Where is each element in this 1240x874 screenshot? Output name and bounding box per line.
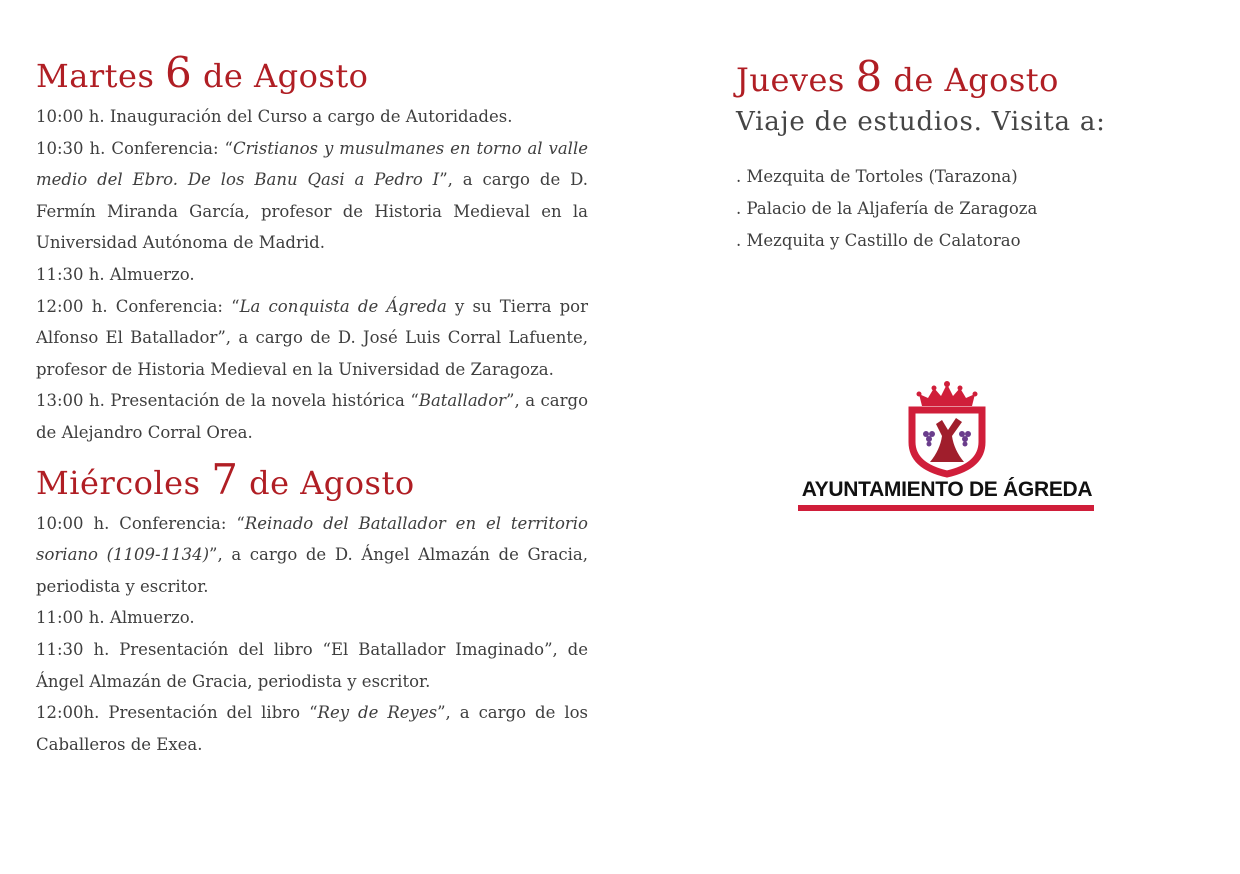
schedule-item <box>36 291 588 386</box>
item-title: La conquista de Ágreda <box>239 296 447 316</box>
item-text: ”, a cargo de D. Fermín Miranda García, profesor de Historia Medieval en la Universidad Autónoma de Madrid. <box>36 170 588 253</box>
right-column <box>736 52 1196 257</box>
item-text: 10:00 h. Inauguración del Curso a cargo de Autoridades. <box>36 107 513 126</box>
wednesday-schedule <box>36 508 588 761</box>
wednesday-title-post: de Agosto <box>238 463 415 502</box>
schedule-item <box>36 259 588 291</box>
visit-item: . Palacio de la Aljafería de Zaragoza <box>736 199 1038 218</box>
item-text: 12:00h. Presentación del libro “ <box>36 703 318 723</box>
visit-item: . Mezquita de Tortoles (Tarazona) <box>736 167 1018 186</box>
visit-item: . Mezquita y Castillo de Calatorao <box>736 231 1021 250</box>
town-hall-logo <box>796 380 1098 518</box>
coat-of-arms-icon <box>796 380 1098 478</box>
item-text: 13:00 h. Presentación de la novela histórica “ <box>36 391 419 411</box>
tuesday-schedule <box>36 101 588 449</box>
logo-text: AYUNTAMIENTO DE ÁGREDA <box>801 478 1093 501</box>
schedule-item <box>36 101 588 133</box>
item-text: ”, a cargo de los Caballeros de Exea. <box>36 703 589 754</box>
tuesday-title-pre: Martes <box>36 57 166 95</box>
left-column <box>36 48 588 760</box>
item-text: ”, a cargo de Alejandro Corral Orea. <box>36 391 589 442</box>
thursday-title-post: de Agosto <box>882 61 1059 99</box>
item-text: ”, a cargo de D. Ángel Almazán de Gracia, periodista y escritor. <box>36 545 589 596</box>
item-title: Batallador <box>418 391 507 411</box>
item-title: Reinado del Batallador en el territorio soriano (1109-1134) <box>36 513 588 565</box>
wednesday-heading <box>36 455 588 508</box>
trip-subtitle: Viaje de estudios. Visita a: <box>736 107 1106 137</box>
visit-list <box>736 161 1196 257</box>
schedule-item <box>36 385 588 448</box>
item-title: Rey de Reyes <box>317 703 438 723</box>
thursday-title-num: 8 <box>855 52 883 101</box>
schedule-item <box>36 634 588 697</box>
tuesday-title-num: 6 <box>165 48 193 97</box>
logo-underline <box>798 505 1094 511</box>
item-text: 11:30 h. Presentación del libro “El Batallador Imaginado”, de Ángel Almazán de Gracia, periodista y escritor. <box>36 639 588 691</box>
wednesday-title-pre: Miércoles <box>36 463 212 502</box>
wednesday-title-num: 7 <box>211 454 239 504</box>
item-text: 11:30 h. Almuerzo. <box>36 264 195 284</box>
item-text: 11:00 h. Almuerzo. <box>36 608 195 628</box>
tuesday-title-post: de Agosto <box>192 57 369 95</box>
item-text: 10:00 h. Conferencia: “ <box>36 513 245 533</box>
item-text: 12:00 h. Conferencia: “ <box>36 296 240 316</box>
thursday-title-pre: Jueves <box>736 61 856 99</box>
item-title: Cristianos y musulmanes en torno al valle medio del Ebro. De los Banu Qasi a Pedro I <box>36 138 589 190</box>
thursday-heading <box>736 52 1196 105</box>
schedule-item <box>36 697 588 760</box>
tuesday-heading <box>36 48 588 101</box>
item-text: y su Tierra por Alfonso El Batallador”, a cargo de D. José Luis Corral Lafuente, profesor de Historia Medieval en la Universidad de Zaragoza. <box>36 296 588 379</box>
schedule-item <box>36 508 588 603</box>
schedule-item <box>36 602 588 634</box>
item-text: 10:30 h. Conferencia: “ <box>36 138 233 158</box>
schedule-item <box>36 133 588 259</box>
